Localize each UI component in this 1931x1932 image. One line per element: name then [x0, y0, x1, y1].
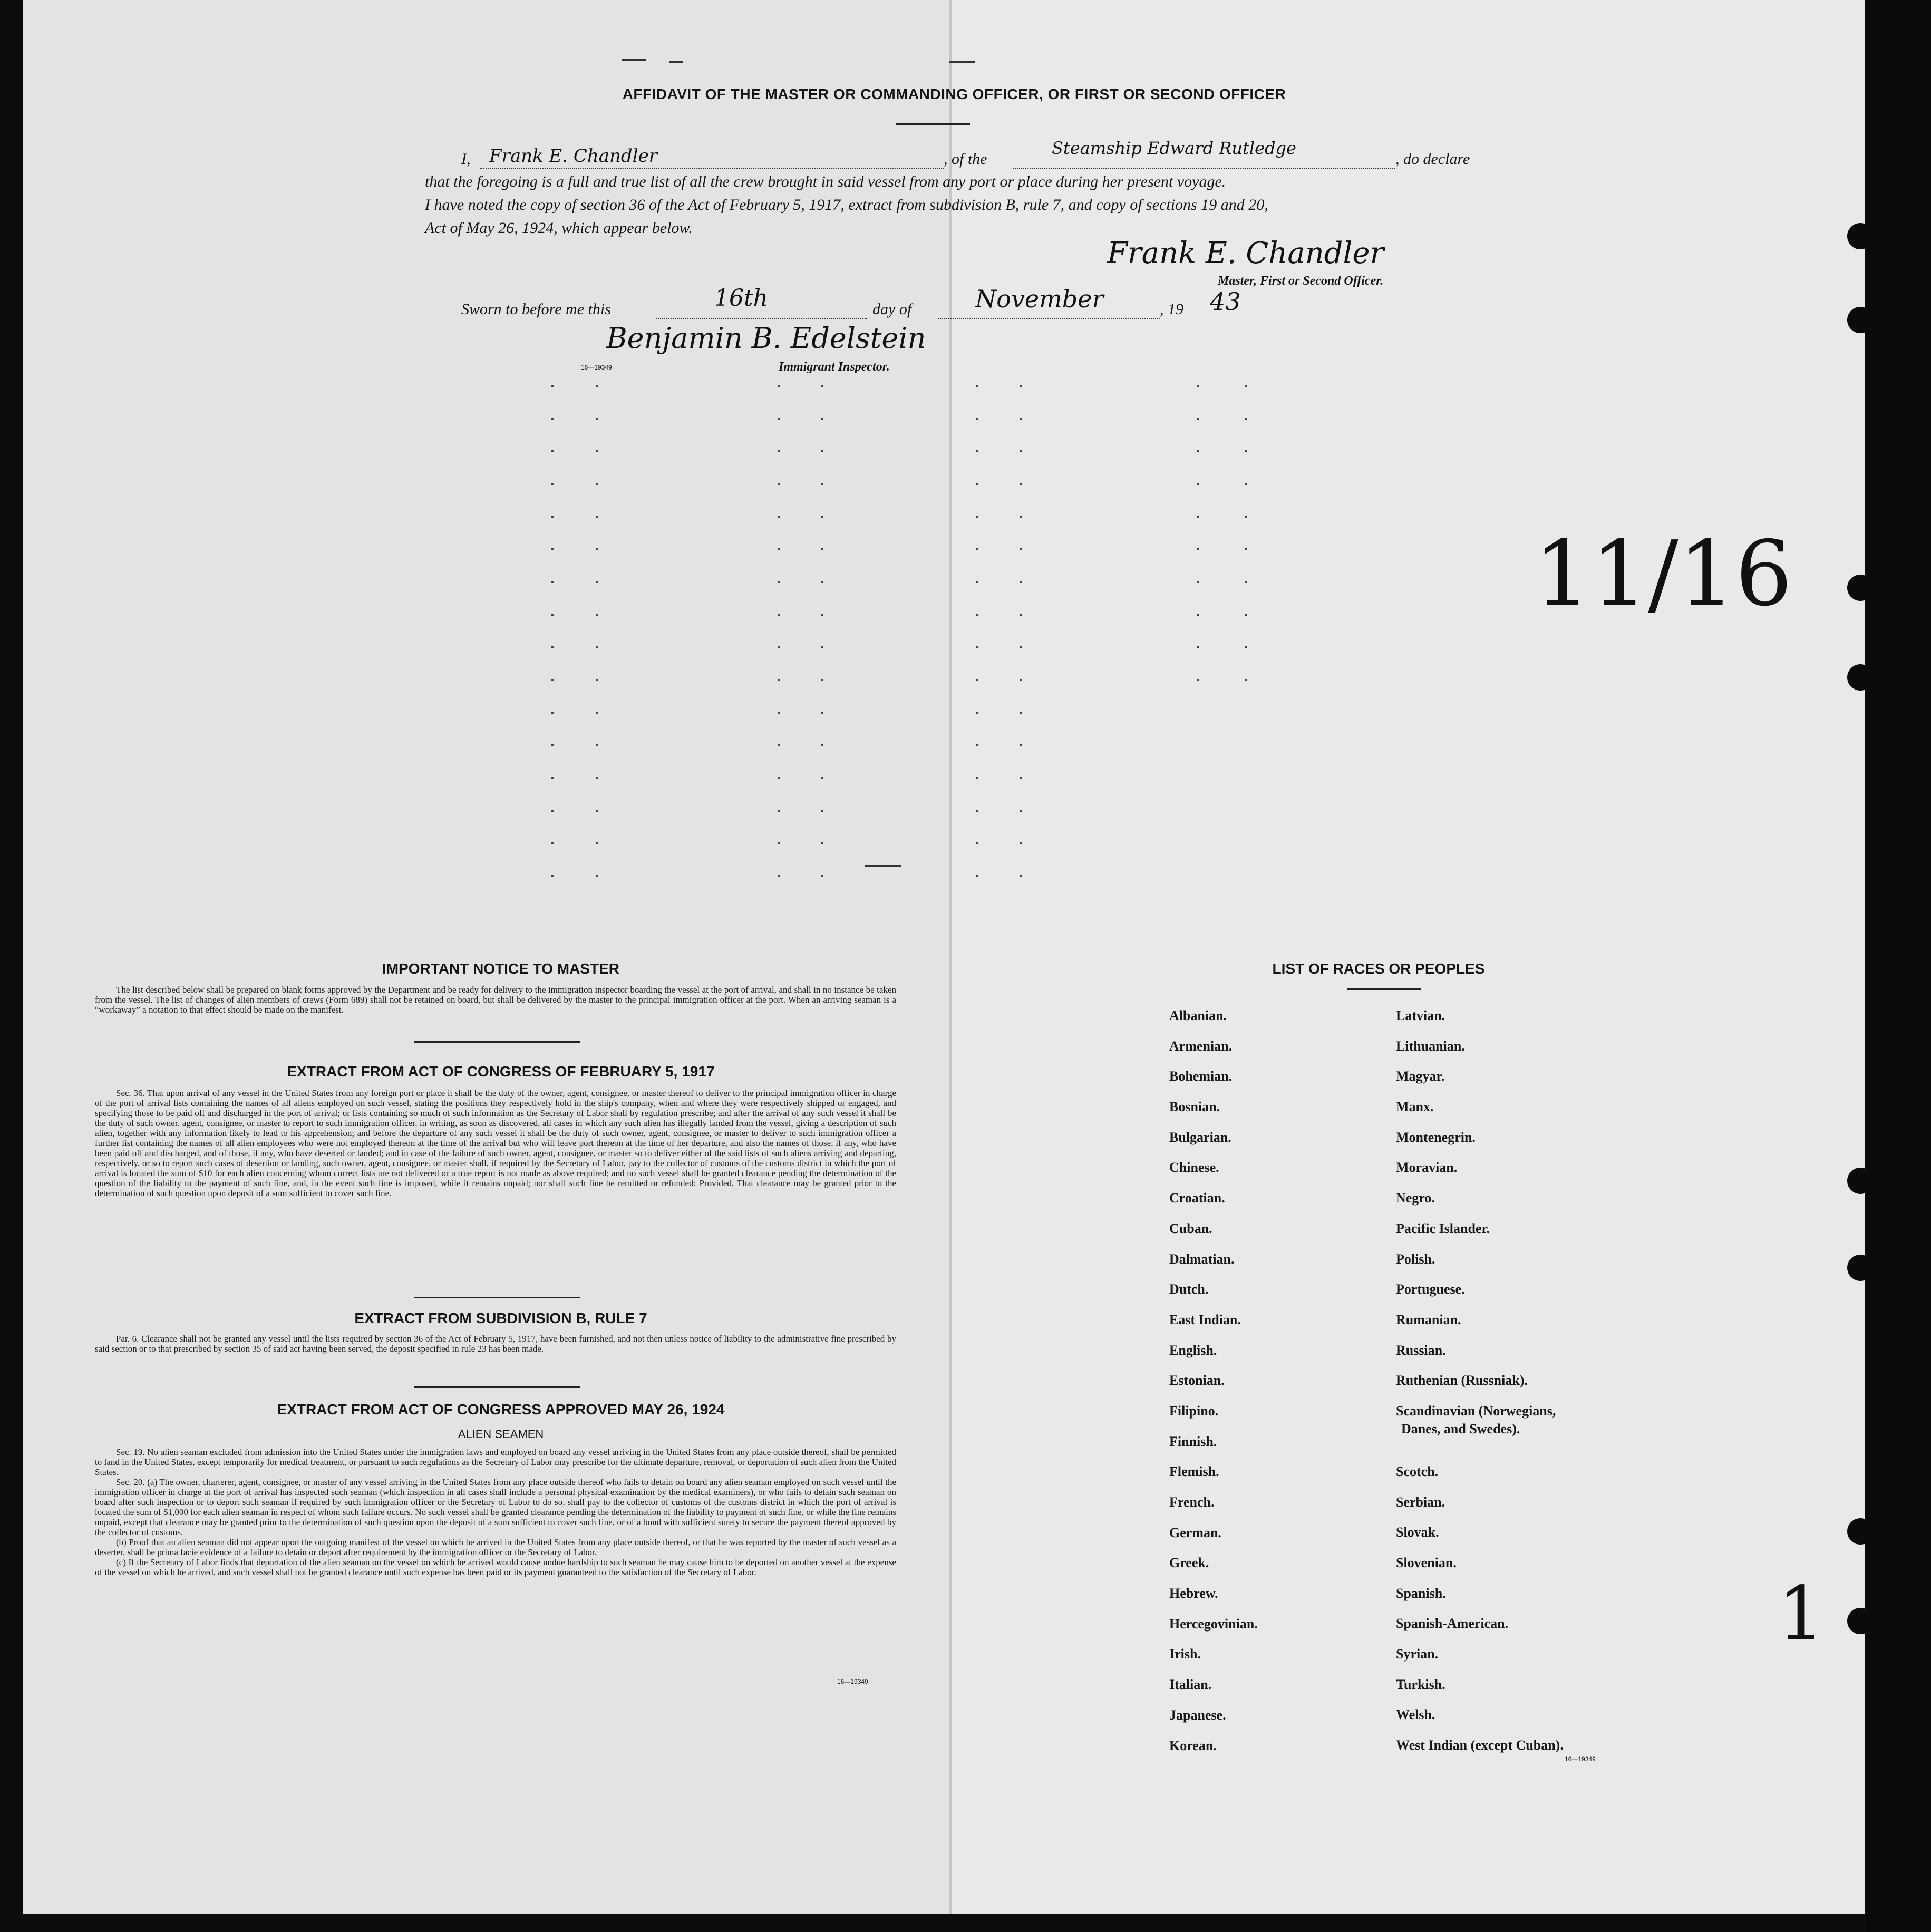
race-item: Moravian. [1396, 1160, 1458, 1176]
race-item: Magyar. [1396, 1069, 1445, 1084]
ink-smudge [949, 61, 975, 63]
extract-rule7-title: EXTRACT FROM SUBDIVISION B, RULE 7 [354, 1310, 647, 1326]
affidavit-line2: that the foregoing is a full and true list of all the crew brought in said vessel from any port or place during her present voyage. [425, 173, 1226, 190]
column-guide [1020, 385, 1022, 886]
center-fold [949, 0, 952, 1914]
affidavit-line4: Act of May 26, 1924, which appear below. [425, 219, 693, 237]
race-item: Flemish. [1169, 1464, 1219, 1480]
punch-hole [1847, 575, 1874, 601]
race-item: Serbian. [1396, 1494, 1445, 1510]
extract-1917-title: EXTRACT FROM ACT OF CONGRESS OF FEBRUARY 5, 1917 [287, 1063, 715, 1080]
race-item: Hercegovinian. [1169, 1616, 1258, 1632]
notice-text: The list described below shall be prepared on blank forms approved by the Department and be ready for delivery to the immigration inspector boarding the vessel at the port of arrival, and shall in no instance be taken from the vessel. The list of changes of alien members of crews (Form 689) shall not be retained on board, but shall be delivered by the master to the principal immigration officer at the port. When an arriving seaman is a “workaway” a notation to that effect should be made on the manifest. [95, 985, 896, 1015]
extract-1924-text: Sec. 19. No alien seaman excluded from admission into the United States under the immigration laws and employed on board any vessel arriving in the United States from any place outside thereof, shall be permitted to land in the United States, except temporarily for medical treatment, or pursuant to such regulations as the Secretary of Labor may prescribe for the ultimate departure, removal, or deportation of such alien from the United States. Sec. 20. (a) The owner, charterer, agent, consignee, or master of any vessel arriving in the United States from any place outside thereof who fails to detain on board any alien seaman employed on such vessel until the immigration officer in charge at the port of arrival has inspected such seaman (which inspection in all cases shall include a personal physical examination by the medical examiners), or who fails to detain such seaman on board after such inspection or to deport such seaman if required by such immigration officer or the Secretary of Labor to do so, shall pay to the collector of customs of the customs district in which the port of arrival is located the sum of $1,000 for each alien seaman in respect of whom such failure occurs. No such vessel shall be granted clearance pending the determination of the liability to payment of such fine, or while the fine remains unpaid, except that clearance may be granted prior to the determination of such question upon the deposit of a sum sufficient to cover such fine, or of a bond with sufficient surety to secure the payment thereof approved by the collector of customs. (b) Proof that an alien seaman did not appear upon the outgoing manifest of the vessel on which he arrived in the United States from any place outside thereof, or that he was reported by the master of such vessel as a deserter, shall be prima facie evidence of a failure to detain or deport after requirement by the immigration officer or the Secretary of Labor. (c) If the Secretary of Labor finds that deportation of the alien seaman on the vessel on which he arrived would cause undue hardship to such seaman he may cause him to be deported on another vessel at the expense of the vessel on which he arrived, and such vessel shall not be granted clearance until such expense has been paid or its payment guaranteed to the satisfaction of the Secretary of Labor. [95, 1447, 896, 1577]
race-item: Slovenian. [1396, 1555, 1457, 1570]
punch-hole [1847, 1608, 1874, 1634]
race-item: Chinese. [1169, 1160, 1219, 1176]
column-guide [596, 385, 598, 886]
race-item: Armenian. [1169, 1038, 1233, 1054]
races-right-column [1396, 1008, 1564, 1768]
race-item: East Indian. [1169, 1312, 1241, 1327]
ink-smudge [669, 61, 683, 63]
race-item: Scandinavian (Norwegians, [1396, 1403, 1556, 1419]
sworn-year-prefix: , 19 [1160, 300, 1183, 318]
sworn-mid: day of [872, 300, 912, 318]
race-item: Scotch. [1396, 1463, 1439, 1479]
master-signature: Frank E. Chandler [1107, 236, 1384, 270]
punch-hole [1847, 307, 1874, 333]
notice-title: IMPORTANT NOTICE TO MASTER [382, 960, 620, 977]
race-item: Rumanian. [1396, 1312, 1461, 1327]
race-item: Welsh. [1396, 1707, 1435, 1723]
column-guide [778, 385, 780, 886]
race-item: Polish. [1396, 1251, 1435, 1267]
affidavit-line1-prefix: I, [461, 150, 471, 168]
date-annotation: 11/16 [1534, 522, 1792, 626]
race-item: Negro. [1396, 1190, 1435, 1206]
race-item: Greek. [1169, 1555, 1209, 1571]
form-number: 16—19349 [837, 1678, 868, 1685]
sworn-day-handwritten: 16th [714, 285, 769, 312]
race-item: Irish. [1169, 1646, 1201, 1662]
column-guide [821, 385, 823, 886]
race-item: Korean. [1169, 1737, 1217, 1753]
race-item: Hebrew. [1169, 1586, 1218, 1601]
race-item: English. [1169, 1342, 1217, 1358]
race-item: West Indian (except Cuban). [1396, 1737, 1564, 1753]
section-rule [414, 1386, 580, 1388]
race-item: Danes, and Swedes). [1401, 1421, 1520, 1436]
month-blank [938, 318, 1160, 319]
extract-rule7-text: Par. 6. Clearance shall not be granted any vessel until the lists required by section 36 of the Act of February 5, 1917, have been furnished, and not then unless notice of liability to the administrative fine prescribed by said section or to that prescribed by section 35 of said act having been served, the deposit specified in rule 23 has been made. [95, 1334, 896, 1354]
punch-hole [1847, 1518, 1874, 1545]
race-item: German. [1169, 1525, 1221, 1540]
races-title-rule [1347, 988, 1421, 990]
race-item: Finnish. [1169, 1433, 1217, 1449]
race-item: Spanish. [1396, 1585, 1446, 1601]
alien-seamen-subtitle: ALIEN SEAMEN [458, 1428, 544, 1441]
race-item: Filipino. [1169, 1403, 1219, 1419]
race-item: Bulgarian. [1169, 1129, 1231, 1145]
inspector-signature: Benjamin B. Edelstein [606, 322, 926, 355]
vessel-name-handwritten: Steamship Edward Rutledge [1052, 138, 1296, 158]
race-item: Estonian. [1169, 1373, 1225, 1389]
race-item: Syrian. [1396, 1646, 1439, 1662]
title-rule [896, 123, 970, 125]
race-item: Albanian. [1169, 1008, 1227, 1023]
column-guide [1245, 385, 1247, 701]
count-annotation: 1 [1778, 1571, 1825, 1657]
race-item: Latvian. [1396, 1008, 1445, 1023]
section-rule [414, 1297, 580, 1298]
race-item: Turkish. [1396, 1676, 1445, 1692]
punch-hole [1847, 223, 1874, 249]
race-item: Bohemian. [1169, 1069, 1233, 1084]
race-item: Dutch. [1169, 1281, 1209, 1297]
race-item: Russian. [1396, 1342, 1446, 1358]
ink-smudge [865, 865, 901, 867]
races-title: LIST OF RACES OR PEOPLES [1272, 960, 1485, 977]
race-item: Montenegrin. [1396, 1129, 1476, 1145]
inspector-caption: Immigrant Inspector. [779, 360, 890, 374]
form-number: 16—19349 [581, 364, 612, 371]
master-signature-caption: Master, First or Second Officer. [1218, 274, 1384, 288]
sworn-year-handwritten: 43 [1210, 287, 1241, 316]
column-guide [976, 385, 978, 886]
race-item: Spanish-American. [1396, 1616, 1509, 1632]
race-item: Manx. [1396, 1099, 1434, 1115]
extract-1924-title: EXTRACT FROM ACT OF CONGRESS APPROVED MAY 26, 1924 [277, 1401, 725, 1418]
section-rule [414, 1041, 580, 1043]
race-item: Lithuanian. [1396, 1038, 1465, 1054]
affidavit-title: AFFIDAVIT OF THE MASTER OR COMMANDING OFFICER, OR FIRST OR SECOND OFFICER [622, 86, 1286, 102]
punch-hole [1847, 664, 1874, 691]
column-guide [551, 385, 554, 886]
race-item: Cuban. [1169, 1220, 1212, 1236]
race-item: French. [1169, 1494, 1215, 1510]
race-item: Bosnian. [1169, 1099, 1220, 1115]
race-item: Dalmatian. [1169, 1251, 1235, 1267]
race-item: Ruthenian (Russniak). [1396, 1373, 1528, 1389]
race-item: Pacific Islander. [1396, 1220, 1490, 1236]
race-item: Slovak. [1396, 1525, 1439, 1540]
affidavit-line1-suffix: , do declare [1395, 150, 1470, 168]
day-blank [656, 318, 867, 319]
affidavit-line1-mid: , of the [944, 150, 987, 168]
punch-hole [1847, 1168, 1874, 1194]
sworn-prefix: Sworn to before me this [461, 300, 611, 318]
column-guide [1197, 385, 1199, 701]
punch-hole [1847, 1255, 1874, 1281]
scan-border [1865, 0, 1931, 1932]
sworn-month-handwritten: November [975, 285, 1104, 313]
races-left-column [1169, 1008, 1258, 1768]
extract-1917-text: Sec. 36. That upon arrival of any vessel in the United States from any foreign port or place it shall be the duty of the owner, agent, consignee, or master thereof to deliver to the principal immigration officer in charge of the port of arrival lists containing the names of all aliens employed on such vessel, stating the positions they respectively hold in the ship's company, when and where they were respectively shipped or engaged, and specifying those to be paid off and discharged in the port of arrival; or lists containing so much of such information as the Secretary of Labor shall by regulation prescribe; and after the arrival of any such vessel it shall be the duty of such owner, agent, consignee, or master to report to such immigration officer, in writing, as soon as discovered, all cases in which any such alien has illegally landed from the vessel, giving a description of such alien, together with any information likely to lead to his apprehension; and before the departure of any such vessel it shall be the duty of such owner, agent, consignee, or master to deliver to such immigration officer a further list containing the names of all alien employees who were not employed thereon at the time of the arrival but who will leave port thereon at the time of her departure, and also the names of those, if any, who have been paid off and discharged, and of those, if any, who have deserted or landed; and in case of the failure of such owner, agent, consignee, or master so to deliver either of the said lists of such aliens arriving and departing, respectively, or so to report such cases of desertion or landing, such owner, agent, consignee, or master shall, if required by the Secretary of Labor, pay to the collector of customs of the customs district in which the port of arrival is located the sum of $10 for each alien concerning whom correct lists are not delivered or a true report is not made as above required; and no such vessel shall be granted clearance pending the determination of the question of the liability to the payment of such fine, and, in the event such fine is imposed, while it remains unpaid; nor shall such fine be remitted or refunded: Provided, That clearance may be granted prior to the determination of such question upon deposit of a sum sufficient to cover such fine. [95, 1088, 896, 1198]
race-item: Croatian. [1169, 1190, 1225, 1206]
master-name-blank [480, 168, 944, 169]
form-number: 16—19349 [1565, 1755, 1596, 1763]
master-name-handwritten: Frank E. Chandler [489, 145, 657, 167]
affidavit-line3: I have noted the copy of section 36 of the Act of February 5, 1917, extract from subdivision B, rule 7, and copy of sections 19 and 20, [425, 196, 1268, 213]
ink-smudge [622, 59, 646, 61]
race-item: Italian. [1169, 1677, 1212, 1693]
vessel-name-blank [1013, 168, 1395, 169]
race-item: Portuguese. [1396, 1281, 1465, 1297]
race-item: Japanese. [1169, 1707, 1226, 1723]
